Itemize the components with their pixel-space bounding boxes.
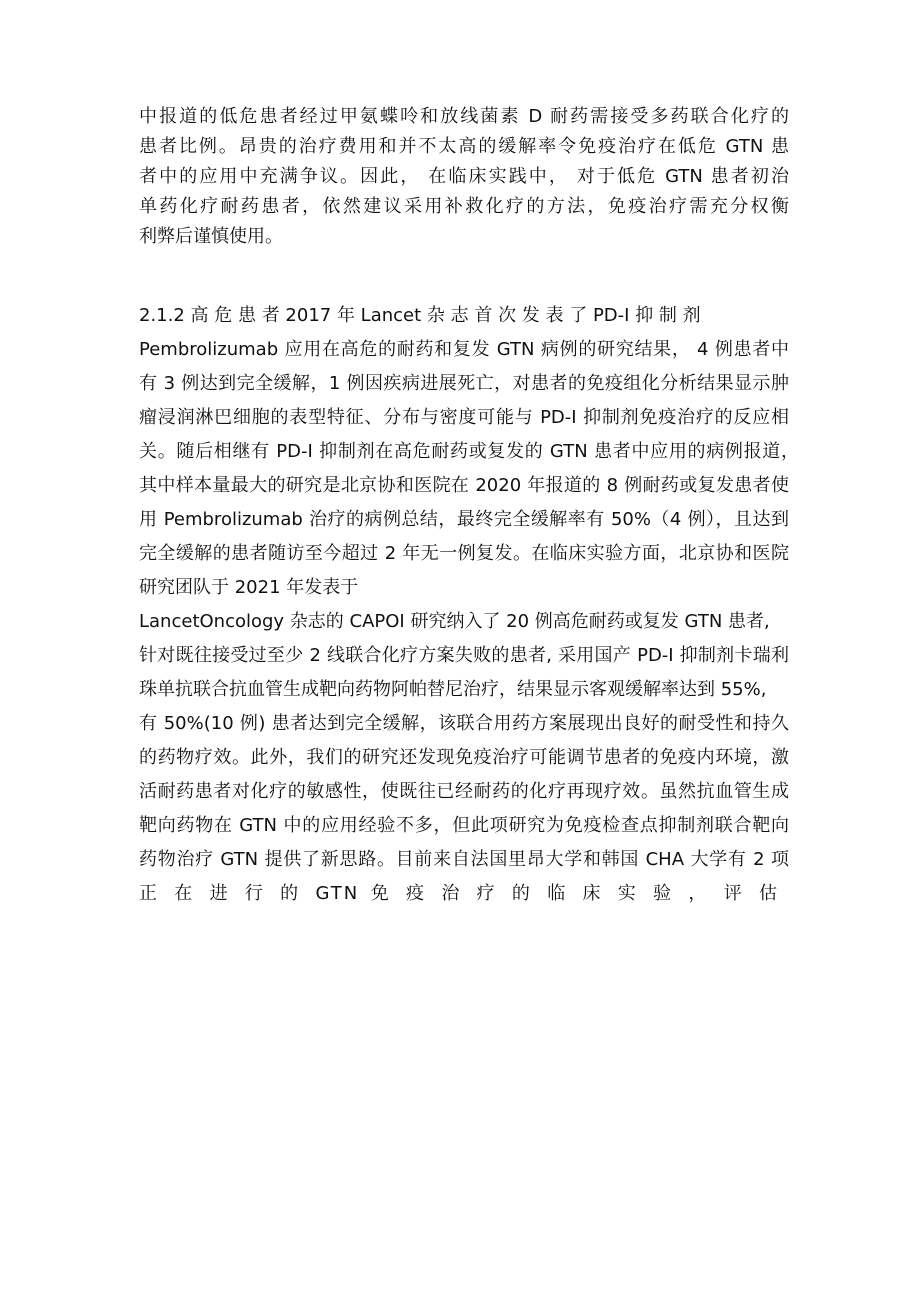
high-risk-section [139, 299, 799, 911]
text-line: 者中的应用中充满争议。因此， 在临床实践中， 对于低危 GTN 患者初治 [139, 166, 789, 187]
text-line: 针对既往接受过至少 2 线联合化疗方案失败的患者, 采用国产 PD-I 抑制剂卡瑞利 [139, 645, 789, 666]
text-line: 利弊后谨慎使用。 [139, 226, 283, 247]
text-line: 药物治疗 GTN 提供了新思路。目前来自法国里昂大学和韩国 CHA 大学有 2 项 [139, 849, 789, 870]
text-line: 单药化疗耐药患者，依然建议采用补救化疗的方法，免疫治疗需充分权衡 [139, 196, 789, 217]
text-line: 其中样本量最大的研究是北京协和医院在 2020 年报道的 8 例耐药或复发患者使 [139, 475, 789, 496]
text-line: 正 在 进 行 的 GTN 免 疫 治 疗 的 临 床 实 验 ， 评 估 [139, 883, 779, 904]
text-line: 患者比例。昂贵的治疗费用和并不太高的缓解率令免疫治疗在低危 GTN 患 [139, 136, 789, 157]
text-line: 瘤浸润淋巴细胞的表型特征、分布与密度可能与 PD-I 抑制剂免疫治疗的反应相 [139, 407, 789, 428]
intro-paragraph [139, 102, 789, 252]
text-line: 用 Pembrolizumab 治疗的病例总结，最终完全缓解率有 50%（4 例），且达到 [139, 509, 789, 530]
text-line: 珠单抗联合抗血管生成靶向药物阿帕替尼治疗，结果显示客观缓解率达到 55%, [139, 679, 767, 700]
text-line: 完全缓解的患者随访至今超过 2 年无一例复发。在临床实验方面，北京协和医院 [139, 543, 789, 564]
section-number: 2.1.2 [139, 305, 185, 326]
text-line: LancetOncology 杂志的 CAPOI 研究纳入了 20 例高危耐药或复发 GTN 患者, [139, 611, 770, 632]
text-line: 研究团队于 2021 年发表于 [139, 577, 359, 598]
section-heading [139, 299, 789, 333]
text-line: 中报道的低危患者经过甲氨蝶呤和放线菌素 D 耐药需接受多药联合化疗的 [139, 106, 789, 127]
text-line: 有 50%(10 例) 患者达到完全缓解，该联合用药方案展现出良好的耐受性和持久 [139, 713, 789, 734]
text-line: 活耐药患者对化疗的敏感性，使既往已经耐药的化疗再现疗效。虽然抗血管生成 [139, 781, 789, 802]
text-line: 靶向药物在 GTN 中的应用经验不多，但此项研究为免疫检查点抑制剂联合靶向 [139, 815, 789, 836]
text-line: 关。随后相继有 PD-I 抑制剂在高危耐药或复发的 GTN 患者中应用的病例报道， [139, 441, 799, 462]
section-heading-text: 高 危 患 者 2017 年 Lancet 杂 志 首 次 发 表 了 PD-I 抑 制 剂 [190, 305, 701, 326]
text-line: 的药物疗效。此外，我们的研究还发现免疫治疗可能调节患者的免疫内环境，激 [139, 747, 789, 768]
text-line: Pembrolizumab 应用在高危的耐药和复发 GTN 病例的研究结果， 4 例患者中 [139, 339, 789, 360]
text-line: 有 3 例达到完全缓解，1 例因疾病进展死亡，对患者的免疫组化分析结果显示肿 [139, 373, 789, 394]
